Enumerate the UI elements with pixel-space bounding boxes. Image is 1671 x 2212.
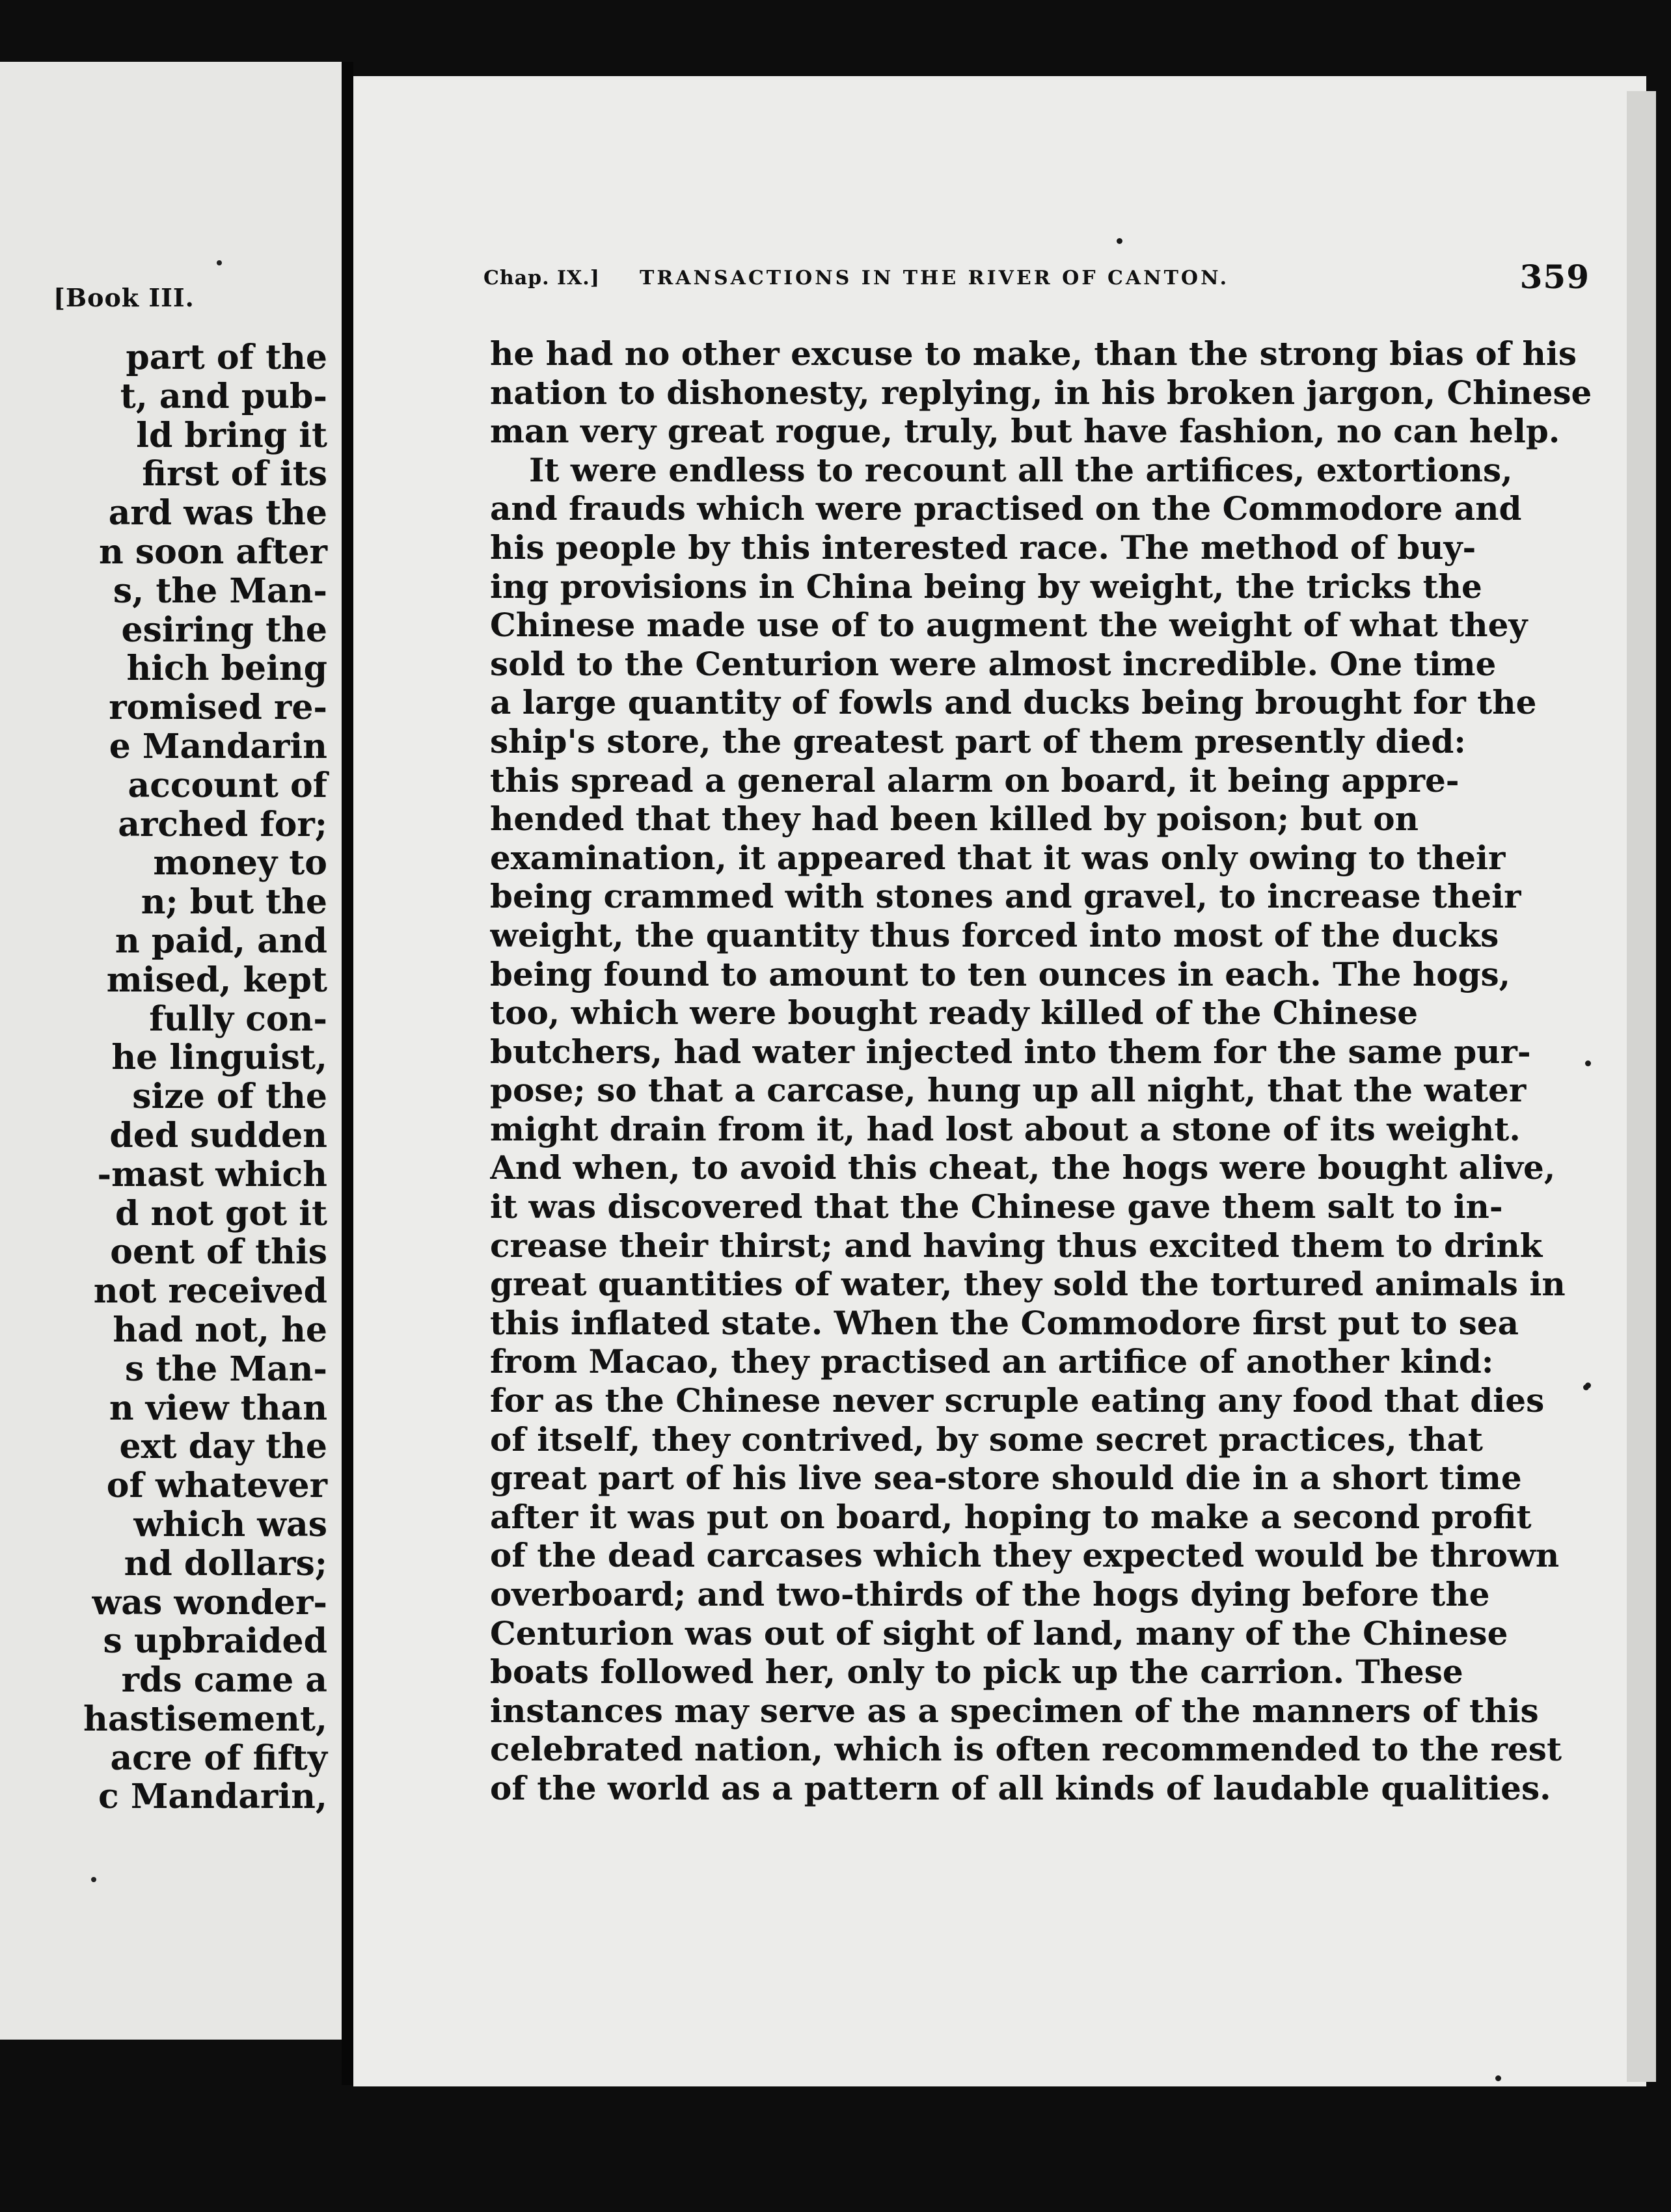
text-line: this spread a general alarm on board, it being appre-: [490, 761, 1460, 800]
right-page: [353, 76, 1646, 2086]
text-line: too, which were bought ready killed of the Chinese: [490, 993, 1419, 1032]
text-line: from Macao, they practised an artifice of another kind:: [490, 1342, 1494, 1381]
text-line: hended that they had been killed by poison; but on: [490, 800, 1419, 839]
text-line: it was discovered that the Chinese gave them salt to in-: [490, 1187, 1503, 1226]
left-page-line: ld bring it: [136, 415, 327, 455]
text-line: after it was put on board, hoping to make a second profit: [490, 1497, 1532, 1536]
text-line: for as the Chinese never scruple eating any food that dies: [490, 1381, 1545, 1420]
left-page-line: was wonder-: [92, 1582, 327, 1623]
left-page-line: size of the: [132, 1077, 327, 1117]
text-line: this inflated state. When the Commodore first put to sea: [490, 1303, 1519, 1342]
ink-speck: [1117, 238, 1122, 244]
ink-speck: [1585, 1060, 1591, 1066]
text-line: his people by this interested race. The method of buy-: [490, 528, 1476, 567]
text-line: of itself, they contrived, by some secret practices, that: [490, 1420, 1483, 1459]
text-line: and frauds which were practised on the Commodore and: [490, 489, 1522, 528]
left-page-line: he linguist,: [111, 1038, 327, 1078]
left-page-line: -mast which: [97, 1154, 327, 1194]
text-line: pose; so that a carcase, hung up all night, that the water: [490, 1071, 1527, 1110]
left-page-line: hastisement,: [83, 1699, 327, 1739]
text-line: boats followed her, only to pick up the carrion. These: [490, 1652, 1463, 1692]
left-page-line: s upbraided: [103, 1621, 327, 1662]
left-page-line: which was: [133, 1504, 327, 1544]
body-text: [490, 334, 1592, 1808]
left-page-line: acre of fifty: [110, 1738, 327, 1778]
text-line: And when, to avoid this cheat, the hogs were bought alive,: [490, 1148, 1556, 1187]
text-line: ing provisions in China being by weight, the tricks the: [490, 567, 1482, 606]
running-head-title: TRANSACTIONS IN THE RIVER OF CANTON.: [640, 267, 1230, 290]
left-page-line: s, the Man-: [113, 571, 327, 611]
text-line: instances may serve as a specimen of the manners of this: [490, 1691, 1539, 1730]
page-number: 359: [1519, 258, 1590, 296]
left-page-line: t, and pub-: [120, 376, 327, 416]
left-page-line: fully con-: [149, 999, 327, 1039]
text-line: great quantities of water, they sold the tortured animals in: [490, 1265, 1566, 1304]
left-page-text: [0, 338, 327, 1816]
text-line: nation to dishonesty, replying, in his broken jargon, Chinese: [490, 373, 1592, 412]
left-page-line: rds came a: [121, 1660, 327, 1701]
left-page-header: [Book III.: [53, 283, 195, 312]
left-page-line: s the Man-: [124, 1349, 327, 1389]
left-page-line: money to: [153, 843, 327, 883]
left-page-line: first of its: [142, 454, 327, 494]
left-page: [0, 62, 342, 2040]
text-line: examination, it appeared that it was only owing to their: [490, 838, 1506, 877]
ink-speck: [1495, 2075, 1501, 2081]
left-page-line: e Mandarin: [109, 726, 327, 766]
chapter-label: Chap. IX.]: [483, 267, 600, 290]
text-line: of the world as a pattern of all kinds of laudable qualities.: [490, 1768, 1551, 1807]
left-page-line: part of the: [126, 338, 327, 377]
left-page-line: nd dollars;: [124, 1543, 327, 1584]
ink-speck: [91, 1877, 96, 1882]
text-line: crease their thirst; and having thus excited them to drink: [490, 1226, 1543, 1265]
left-page-line: mised, kept: [106, 960, 327, 1000]
text-line: a large quantity of fowls and ducks being brought for the: [490, 683, 1537, 722]
ink-speck: [217, 260, 222, 265]
text-line: might drain from it, had lost about a stone of its weight.: [490, 1109, 1521, 1148]
text-line: great part of his live sea-store should die in a short time: [490, 1459, 1522, 1498]
text-line: Chinese made use of to augment the weight of what they: [490, 606, 1528, 645]
text-line: weight, the quantity thus forced into most of the ducks: [490, 915, 1499, 954]
left-page-line: account of: [128, 765, 327, 805]
left-page-line: oent of this: [110, 1232, 327, 1273]
text-line: butchers, had water injected into them for the same pur-: [490, 1032, 1531, 1071]
left-page-line: arched for;: [118, 804, 327, 844]
left-page-line: not received: [93, 1271, 327, 1312]
left-page-line: ard was the: [108, 493, 327, 533]
left-page-line: hich being: [126, 649, 327, 689]
left-page-line: n paid, and: [115, 921, 327, 961]
text-line: he had no other excuse to make, than the strong bias of his: [490, 334, 1577, 373]
running-head: [483, 258, 1590, 301]
left-page-line: of whatever: [106, 1466, 327, 1506]
text-line: overboard; and two-thirds of the hogs dying before the: [490, 1575, 1490, 1613]
left-page-line: n soon after: [98, 532, 327, 572]
text-line: being crammed with stones and gravel, to increase their: [490, 877, 1521, 916]
text-line: sold to the Centurion were almost incredible. One time: [490, 644, 1497, 683]
text-line: Centurion was out of sight of land, many of the Chinese: [490, 1613, 1508, 1652]
text-line: of the dead carcases which they expected would be thrown: [490, 1536, 1560, 1575]
left-page-line: n; but the: [141, 882, 327, 923]
left-page-line: c Mandarin,: [98, 1777, 327, 1817]
text-line: being found to amount to ten ounces in each. The hogs,: [490, 954, 1511, 993]
text-line: It were endless to recount all the artifices, extortions,: [529, 450, 1513, 489]
left-page-line: ext day the: [119, 1427, 327, 1467]
left-page-line: ded sudden: [109, 1115, 327, 1155]
left-page-line: romised re-: [109, 688, 327, 728]
left-page-line: n view than: [109, 1388, 327, 1428]
left-page-line: d not got it: [115, 1193, 327, 1234]
book-gutter: [342, 62, 353, 2085]
text-line: man very great rogue, truly, but have fashion, no can help.: [490, 412, 1560, 451]
left-page-line: esiring the: [121, 610, 327, 650]
page-edge: [1627, 91, 1656, 2082]
left-page-line: had not, he: [113, 1310, 327, 1350]
text-line: celebrated nation, which is often recommended to the rest: [490, 1730, 1562, 1769]
text-line: ship's store, the greatest part of them presently died:: [490, 722, 1466, 761]
ink-speck: [1583, 1384, 1589, 1390]
